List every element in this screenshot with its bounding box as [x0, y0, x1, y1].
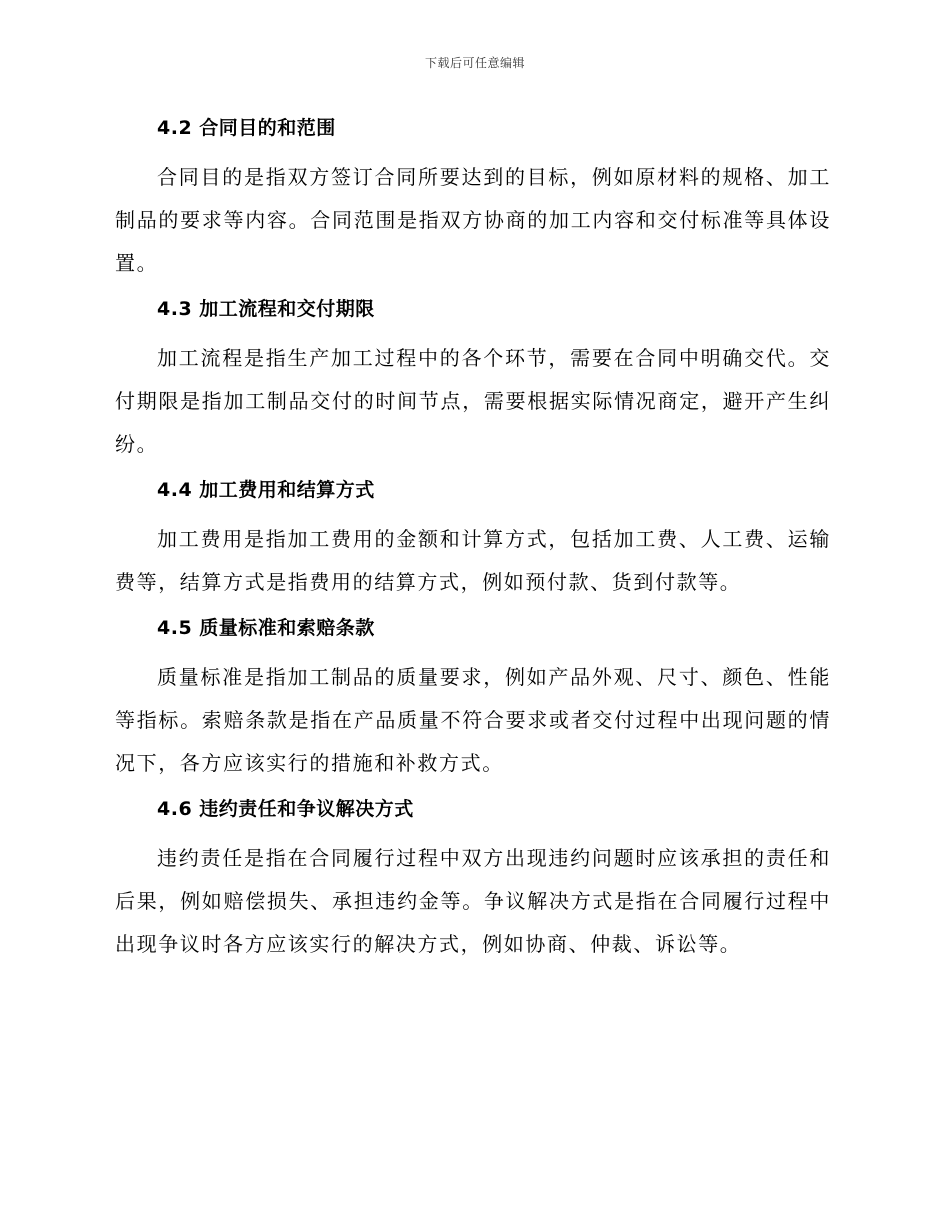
- section-4-5: [115, 614, 831, 785]
- section-4-4: [115, 476, 831, 604]
- section-paragraph: 加工费用是指加工费用的金额和计算方式，包括加工费、人工费、运输费等，结算方式是指费用的结算方式，例如预付款、货到付款等。: [115, 527, 831, 594]
- header-note: 下载后可任意编辑: [424, 56, 525, 70]
- section-paragraph: 加工流程是指生产加工过程中的各个环节，需要在合同中明确交代。交付期限是指加工制品交付的时间节点，需要根据实际情况商定，避开产生纠纷。: [115, 346, 831, 456]
- section-heading: 4.5 质量标准和索赔条款: [157, 617, 375, 639]
- section-paragraph: 质量标准是指加工制品的质量要求，例如产品外观、尺寸、颜色、性能等指标。索赔条款是指在产品质量不符合要求或者交付过程中出现问题的情况下，各方应该实行的措施和补救方式。: [115, 665, 831, 775]
- section-4-3: [115, 295, 831, 466]
- section-heading: 4.4 加工费用和结算方式: [157, 479, 375, 501]
- section-heading: 4.3 加工流程和交付期限: [157, 298, 375, 320]
- section-paragraph: 违约责任是指在合同履行过程中双方出现违约问题时应该承担的责任和后果，例如赔偿损失、承担违约金等。争议解决方式是指在合同履行过程中出现争议时各方应该实行的解决方式，例如协商、仲裁、诉讼等。: [115, 846, 831, 956]
- document-body: [115, 114, 831, 976]
- section-paragraph: 合同目的是指双方签订合同所要达到的目标，例如原材料的规格、加工制品的要求等内容。合同范围是指双方协商的加工内容和交付标准等具体设置。: [115, 165, 831, 275]
- section-4-6: [115, 795, 831, 966]
- section-heading: 4.6 违约责任和争议解决方式: [157, 798, 414, 820]
- section-heading: 4.2 合同目的和范围: [157, 117, 336, 139]
- section-4-2: [115, 114, 831, 285]
